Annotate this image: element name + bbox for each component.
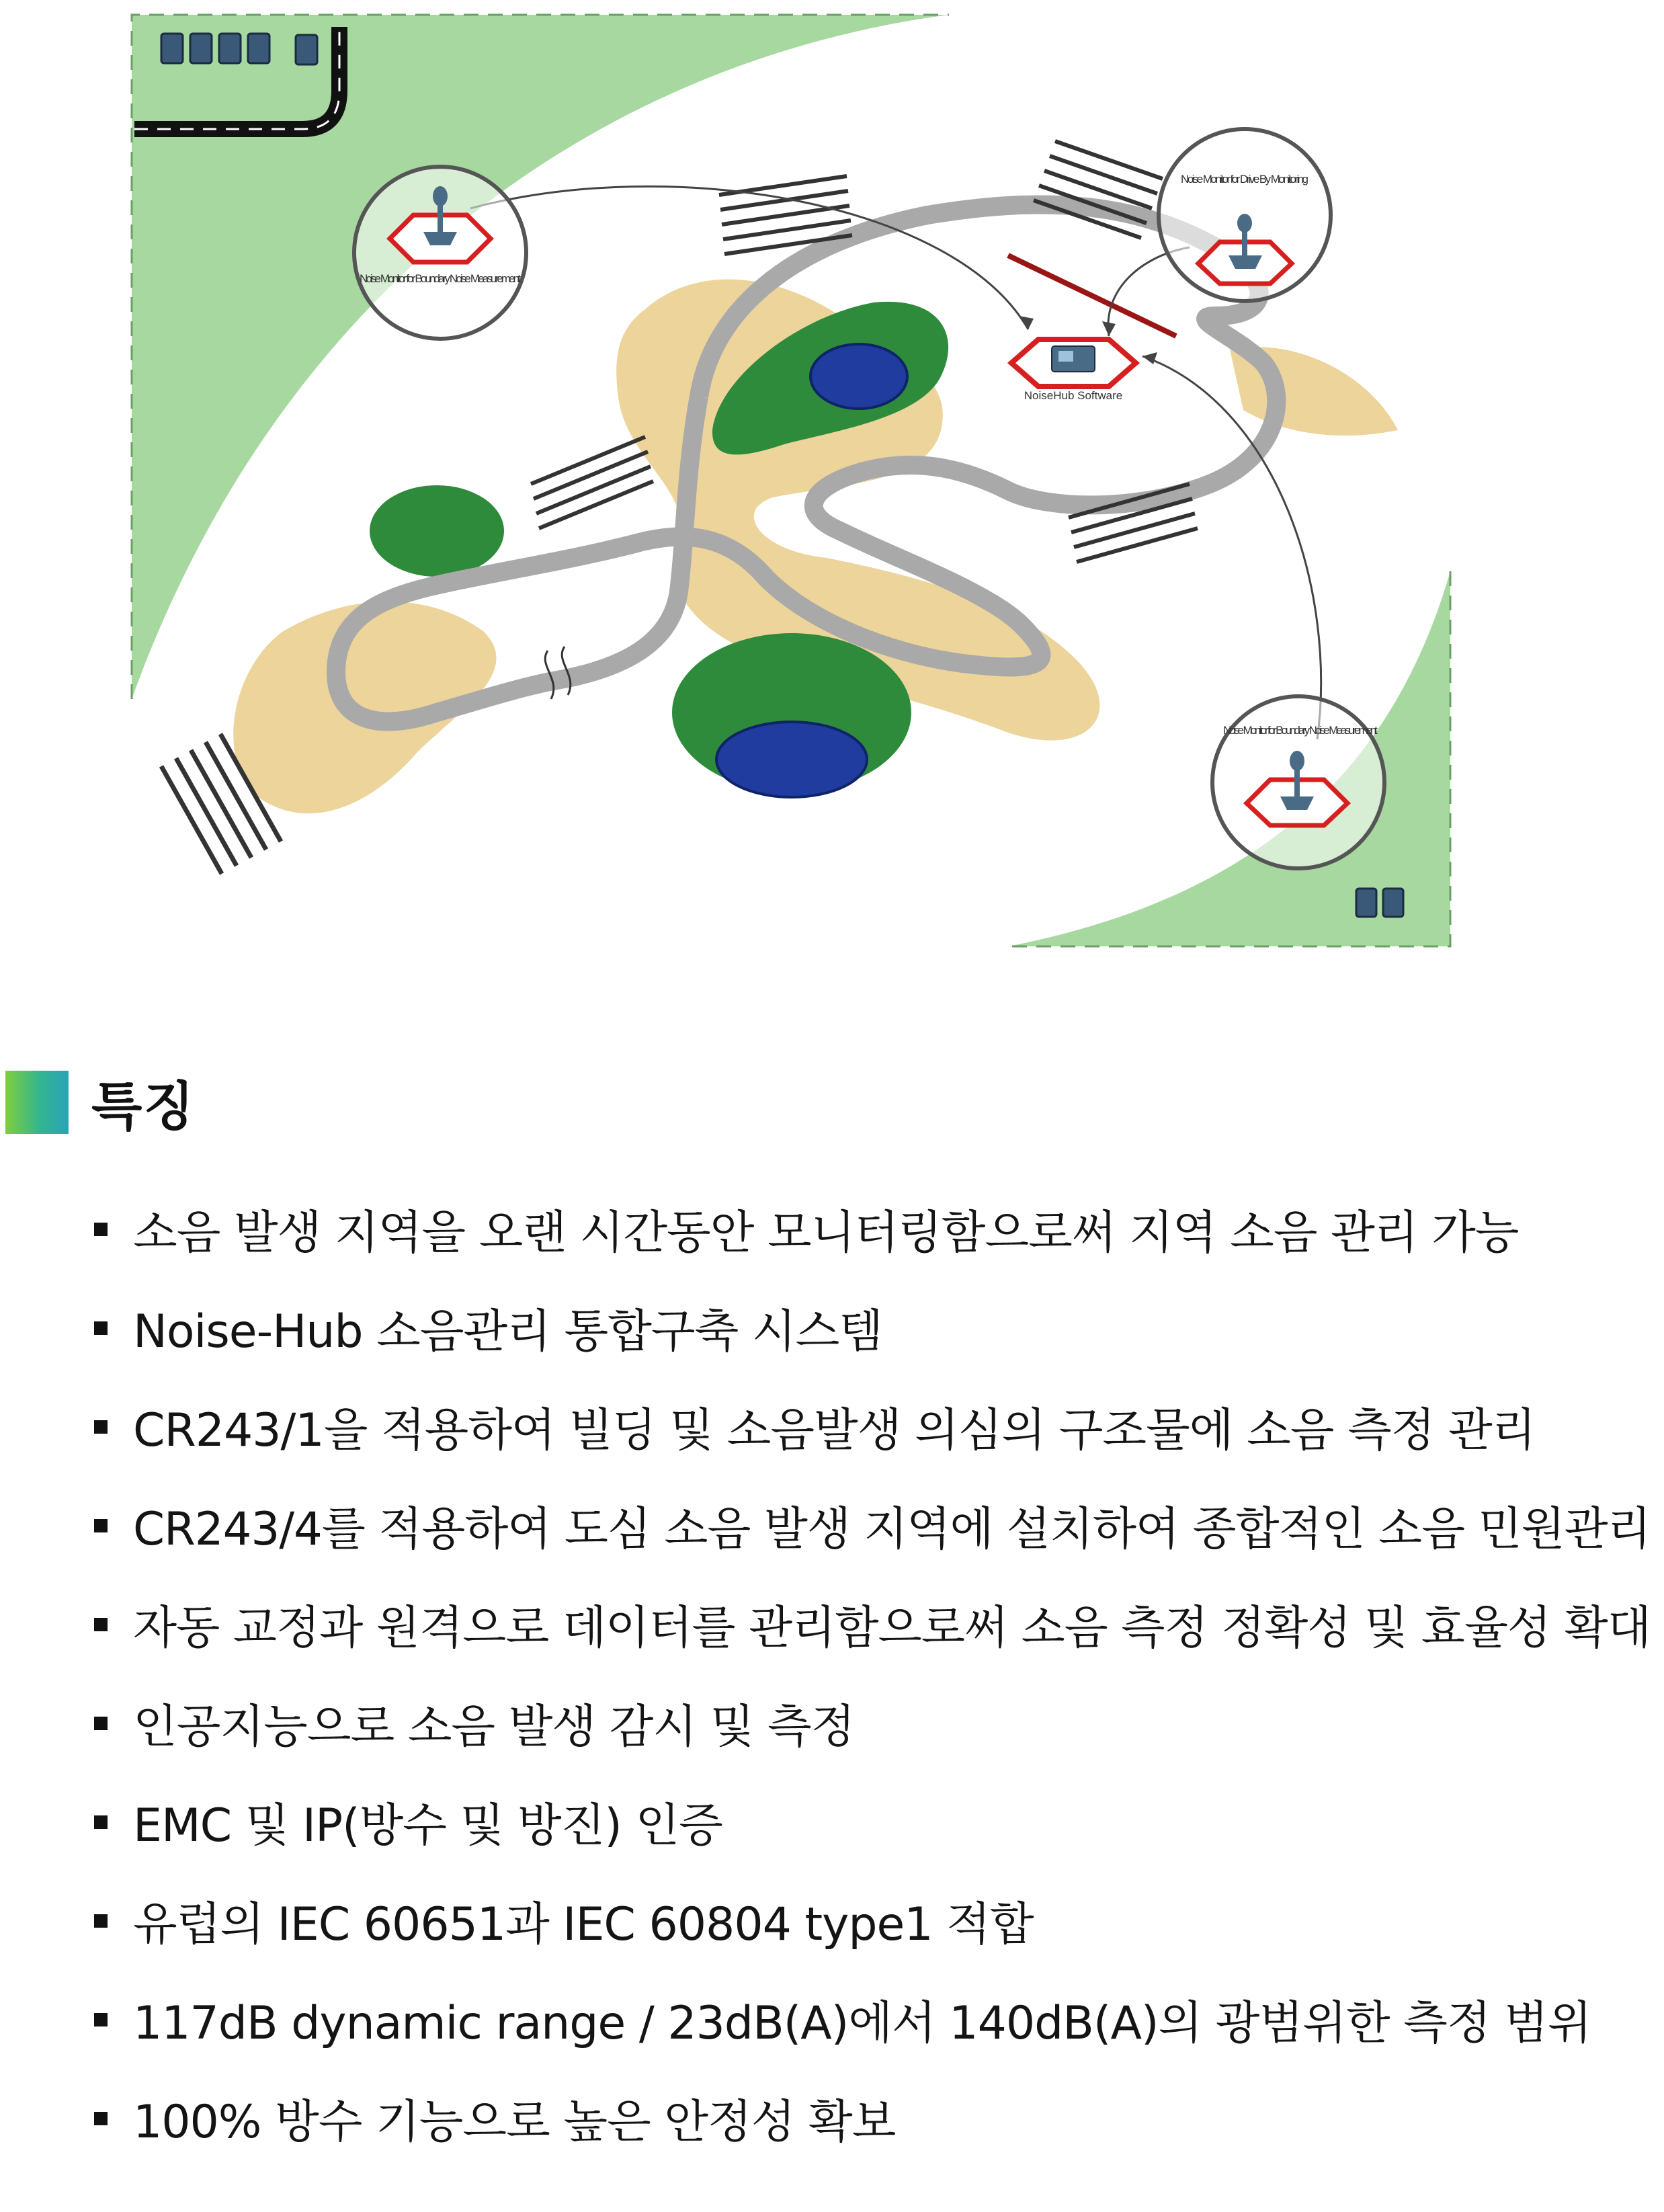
grass-area-left bbox=[370, 485, 504, 577]
feature-text: CR243/1을 적용하여 빌딩 및 소음발생 의심의 구조물에 소음 측정 관리 bbox=[133, 1404, 1536, 1457]
square-bullet-icon bbox=[94, 1618, 108, 1631]
list-item bbox=[94, 1575, 1664, 1674]
list-item bbox=[94, 1772, 1664, 1871]
noise-monitor-boundary-top bbox=[354, 167, 526, 339]
square-bullet-icon bbox=[94, 1223, 108, 1236]
noise-monitoring-track-diagram bbox=[0, 0, 1664, 968]
feature-text: 자동 교정과 원격으로 데이터를 관리함으로써 소음 측정 정확성 및 효율성 확대 bbox=[133, 1602, 1651, 1655]
list-item bbox=[94, 1377, 1664, 1476]
monitor-drive-by-label: Noise Monitor for Drive By Monitoring bbox=[1181, 173, 1308, 186]
list-item bbox=[94, 1278, 1664, 1377]
feature-text: EMC 및 IP(방수 및 방진) 인증 bbox=[133, 1799, 722, 1852]
feature-text: 유럽의 IEC 60651과 IEC 60804 type1 적합 bbox=[133, 1898, 1034, 1951]
spectator-stand-right-top bbox=[1034, 141, 1163, 238]
monitor-boundary-top-label: Noise Monitor for Boundary Noise Measurement bbox=[360, 272, 521, 285]
feature-text: 117dB dynamic range / 23dB(A)에서 140dB(A)의 광범위한 측정 범위 bbox=[133, 1997, 1591, 2050]
list-item bbox=[94, 1180, 1664, 1278]
noise-monitor-boundary-bottom bbox=[1212, 696, 1384, 868]
heading-marker-icon bbox=[5, 1071, 69, 1134]
square-bullet-icon bbox=[94, 1420, 108, 1434]
square-bullet-icon bbox=[94, 2112, 108, 2125]
list-item bbox=[94, 1871, 1664, 1970]
drive-by-barrier bbox=[1008, 255, 1176, 336]
monitor-boundary-bottom-label: Noise Monitor for Boundary Noise Measurement bbox=[1223, 724, 1378, 737]
features-heading-row bbox=[5, 1062, 196, 1143]
square-bullet-icon bbox=[94, 2013, 108, 2026]
features-list bbox=[94, 1180, 1664, 2168]
feature-text: Noise-Hub 소음관리 통합구축 시스템 bbox=[133, 1305, 882, 1358]
noisehub-software-label: NoiseHub Software bbox=[1024, 389, 1123, 402]
lake-bottom bbox=[716, 722, 867, 797]
list-item bbox=[94, 1970, 1664, 2069]
square-bullet-icon bbox=[94, 1717, 108, 1730]
feature-text: CR243/4를 적용하여 도심 소음 발생 지역에 설치하여 종합적인 소음 민원관리 bbox=[133, 1503, 1651, 1556]
spectator-stand-middle bbox=[531, 437, 653, 528]
features-heading: 특징 bbox=[91, 1077, 196, 1137]
feature-text: 소음 발생 지역을 오랜 시간동안 모니터링함으로써 지역 소음 관리 가능 bbox=[133, 1206, 1519, 1260]
list-item bbox=[94, 1476, 1664, 1575]
list-item bbox=[94, 2069, 1664, 2168]
square-bullet-icon bbox=[94, 1321, 108, 1335]
square-bullet-icon bbox=[94, 1815, 108, 1829]
lake-top bbox=[810, 344, 907, 409]
feature-text: 100% 방수 기능으로 높은 안정성 확보 bbox=[133, 2096, 896, 2149]
square-bullet-icon bbox=[94, 1519, 108, 1532]
noisehub-software-station bbox=[1011, 339, 1136, 402]
feature-text: 인공지능으로 소음 발생 감시 및 측정 bbox=[133, 1701, 855, 1754]
list-item bbox=[94, 1674, 1664, 1772]
noise-monitor-drive-by bbox=[1159, 129, 1331, 301]
square-bullet-icon bbox=[94, 1914, 108, 1928]
